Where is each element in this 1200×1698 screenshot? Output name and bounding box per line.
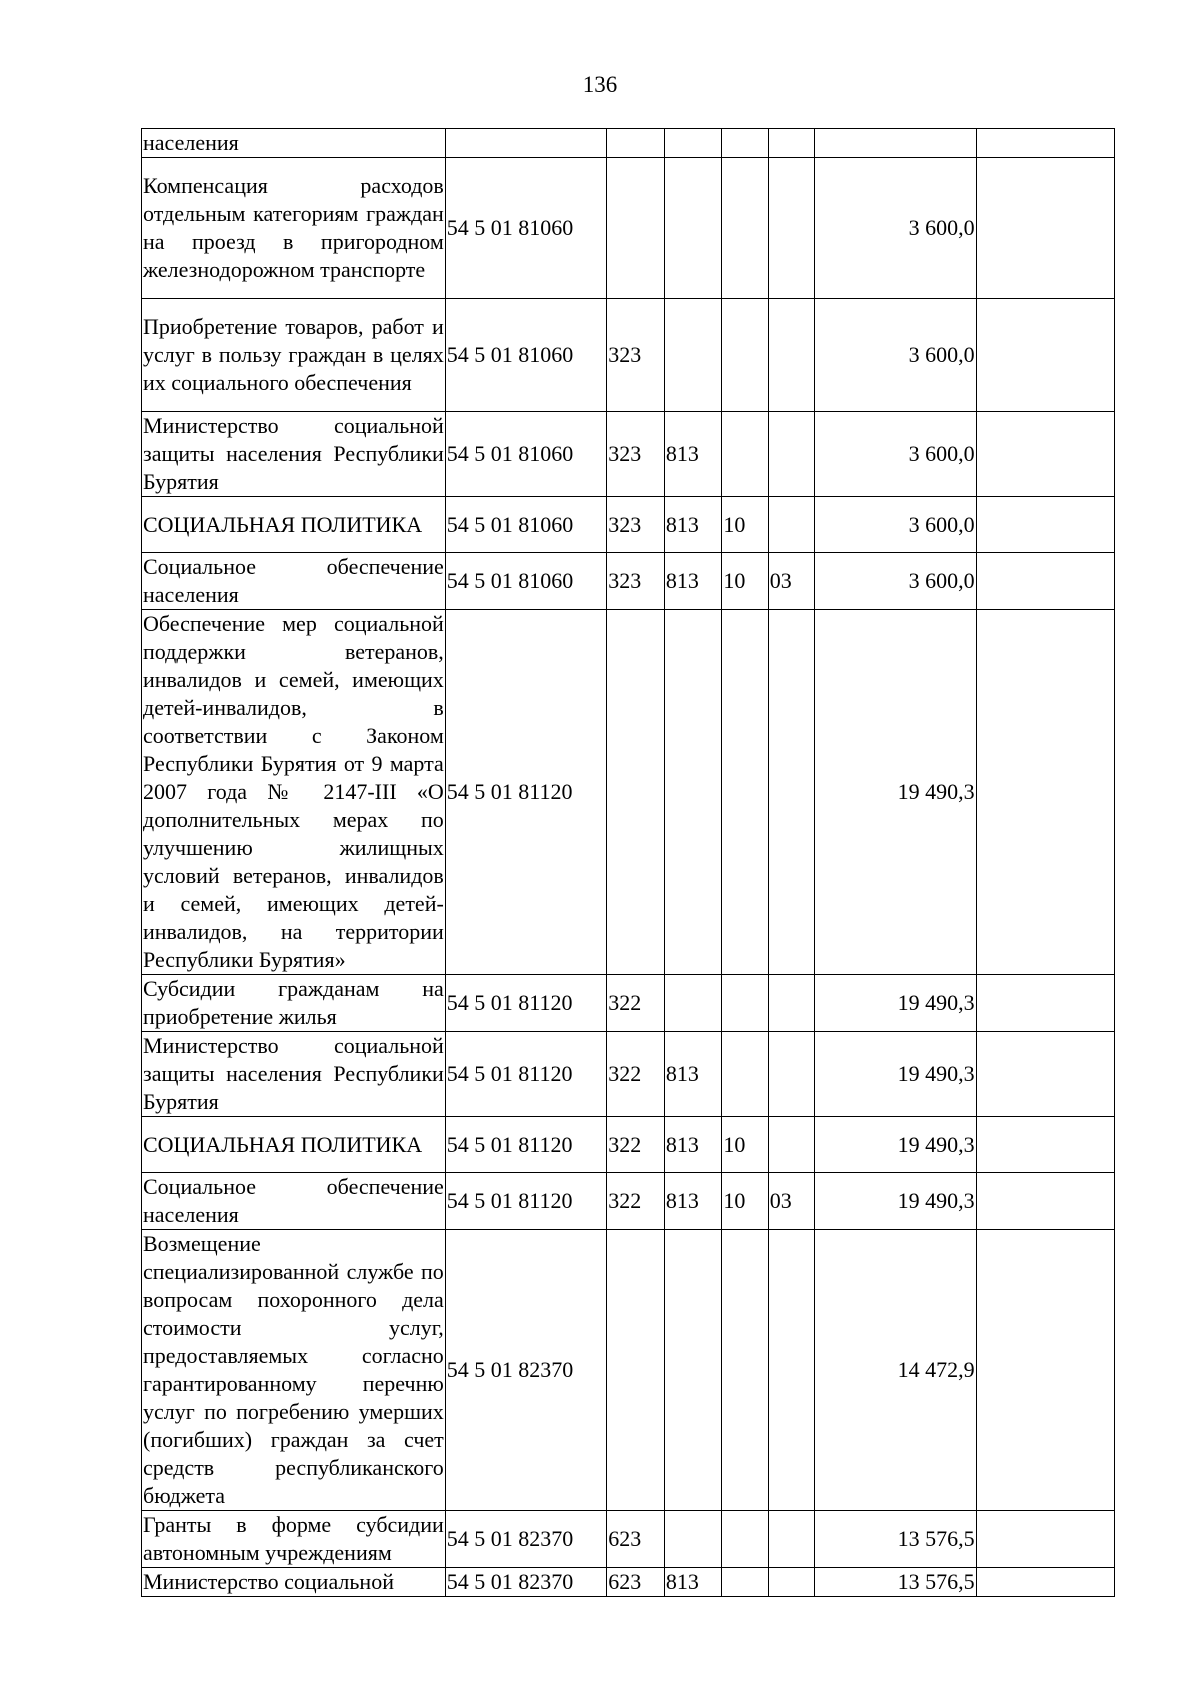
table-row (142, 975, 1115, 1032)
table-row (142, 1511, 1115, 1568)
row-name: Возмещение специализированной службе по вопросам похоронного дела стоимости услуг, предоставляемых согласно гарантированному перечню услуг по погребению умерших (погибших) граждан за счет средств республиканского бюджета (142, 1230, 446, 1511)
row-pr (768, 158, 814, 299)
row-name: Социальное обеспечение населения (142, 1173, 446, 1230)
row-rz (722, 1511, 768, 1568)
row-sum: 3 600,0 (815, 158, 976, 299)
table-row (142, 1568, 1115, 1597)
row-extra (976, 1511, 1114, 1568)
row-code: 54 5 01 81060 (445, 497, 606, 553)
row-extra (976, 129, 1114, 158)
row-vr (607, 158, 665, 299)
row-name: населения (142, 129, 446, 158)
row-pr (768, 412, 814, 497)
row-extra (976, 1568, 1114, 1597)
row-extra (976, 1117, 1114, 1173)
table-row (142, 1117, 1115, 1173)
table-row (142, 1230, 1115, 1511)
row-rz: 10 (722, 497, 768, 553)
row-grbs (664, 158, 722, 299)
table-row (142, 412, 1115, 497)
row-rz: 10 (722, 1117, 768, 1173)
table-row (142, 610, 1115, 975)
row-extra (976, 299, 1114, 412)
row-sum: 19 490,3 (815, 1032, 976, 1117)
row-rz (722, 610, 768, 975)
row-extra (976, 1230, 1114, 1511)
row-name: Гранты в форме субсидии автономным учреждениям (142, 1511, 446, 1568)
row-sum: 19 490,3 (815, 610, 976, 975)
row-rz (722, 412, 768, 497)
row-vr: 322 (607, 975, 665, 1032)
table-row (142, 299, 1115, 412)
table-row (142, 553, 1115, 610)
row-name: Приобретение товаров, работ и услуг в пользу граждан в целях их социального обеспечения (142, 299, 446, 412)
row-extra (976, 553, 1114, 610)
row-rz (722, 299, 768, 412)
row-grbs (664, 1511, 722, 1568)
row-code: 54 5 01 81120 (445, 1173, 606, 1230)
row-rz (722, 1032, 768, 1117)
table-row (142, 1032, 1115, 1117)
row-vr: 623 (607, 1511, 665, 1568)
row-grbs: 813 (664, 553, 722, 610)
row-extra (976, 158, 1114, 299)
row-sum: 3 600,0 (815, 412, 976, 497)
row-rz (722, 1568, 768, 1597)
row-sum: 3 600,0 (815, 553, 976, 610)
table-row (142, 158, 1115, 299)
row-sum: 19 490,3 (815, 1173, 976, 1230)
row-name: Субсидии гражданам на приобретение жилья (142, 975, 446, 1032)
row-sum: 14 472,9 (815, 1230, 976, 1511)
row-vr: 323 (607, 299, 665, 412)
row-code: 54 5 01 81120 (445, 1117, 606, 1173)
row-vr: 323 (607, 497, 665, 553)
row-pr: 03 (768, 553, 814, 610)
row-pr (768, 299, 814, 412)
row-grbs: 813 (664, 497, 722, 553)
row-name: СОЦИАЛЬНАЯ ПОЛИТИКА (142, 1117, 446, 1173)
row-grbs: 813 (664, 1117, 722, 1173)
row-sum: 19 490,3 (815, 1117, 976, 1173)
row-rz: 10 (722, 553, 768, 610)
row-pr (768, 610, 814, 975)
row-name: Министерство социальной (142, 1568, 446, 1597)
row-code: 54 5 01 82370 (445, 1230, 606, 1511)
row-code: 54 5 01 81060 (445, 553, 606, 610)
row-code: 54 5 01 81120 (445, 975, 606, 1032)
row-code: 54 5 01 81120 (445, 1032, 606, 1117)
row-extra (976, 975, 1114, 1032)
row-vr: 322 (607, 1032, 665, 1117)
row-grbs: 813 (664, 412, 722, 497)
row-rz (722, 1230, 768, 1511)
row-code: 54 5 01 81060 (445, 299, 606, 412)
row-code: 54 5 01 81060 (445, 158, 606, 299)
row-extra (976, 412, 1114, 497)
row-grbs (664, 299, 722, 412)
row-rz (722, 129, 768, 158)
row-grbs (664, 129, 722, 158)
row-name: Социальное обеспечение населения (142, 553, 446, 610)
row-sum: 13 576,5 (815, 1511, 976, 1568)
row-vr: 323 (607, 553, 665, 610)
row-extra (976, 497, 1114, 553)
row-sum: 3 600,0 (815, 497, 976, 553)
row-extra (976, 1173, 1114, 1230)
row-name: Министерство социальной защиты населения Республики Бурятия (142, 1032, 446, 1117)
row-code: 54 5 01 82370 (445, 1568, 606, 1597)
row-name: Обеспечение мер социальной поддержки ветеранов, инвалидов и семей, имеющих детей-инвалидов, в соответствии с Законом Республики Бурятия от 9 марта 2007 года № 2147-III «О дополнительных мерах по улучшению жилищных условий ветеранов, инвалидов и семей, имеющих детей-инвалидов, на территории Республики Бурятия» (142, 610, 446, 975)
row-rz: 10 (722, 1173, 768, 1230)
row-pr (768, 1117, 814, 1173)
table-row (142, 1173, 1115, 1230)
row-grbs (664, 975, 722, 1032)
row-vr (607, 1230, 665, 1511)
row-code: 54 5 01 81120 (445, 610, 606, 975)
row-rz (722, 975, 768, 1032)
row-pr (768, 1032, 814, 1117)
row-extra (976, 610, 1114, 975)
row-code: 54 5 01 82370 (445, 1511, 606, 1568)
row-pr (768, 1511, 814, 1568)
row-grbs (664, 610, 722, 975)
row-pr (768, 129, 814, 158)
row-grbs: 813 (664, 1032, 722, 1117)
row-pr: 03 (768, 1173, 814, 1230)
page-number: 136 (582, 72, 618, 97)
row-vr: 623 (607, 1568, 665, 1597)
row-name: СОЦИАЛЬНАЯ ПОЛИТИКА (142, 497, 446, 553)
row-sum (815, 129, 976, 158)
row-grbs: 813 (664, 1173, 722, 1230)
row-sum: 3 600,0 (815, 299, 976, 412)
row-pr (768, 1568, 814, 1597)
row-sum: 19 490,3 (815, 975, 976, 1032)
budget-table (141, 128, 1115, 1597)
row-code: 54 5 01 81060 (445, 412, 606, 497)
row-vr (607, 129, 665, 158)
row-pr (768, 497, 814, 553)
row-grbs: 813 (664, 1568, 722, 1597)
row-code (445, 129, 606, 158)
row-name: Компенсация расходов отдельным категориям граждан на проезд в пригородном железнодорожном транспорте (142, 158, 446, 299)
row-name: Министерство социальной защиты населения Республики Бурятия (142, 412, 446, 497)
row-pr (768, 975, 814, 1032)
row-sum: 13 576,5 (815, 1568, 976, 1597)
row-extra (976, 1032, 1114, 1117)
row-vr: 322 (607, 1117, 665, 1173)
row-vr: 323 (607, 412, 665, 497)
row-grbs (664, 1230, 722, 1511)
table-row (142, 129, 1115, 158)
row-vr (607, 610, 665, 975)
row-rz (722, 158, 768, 299)
row-vr: 322 (607, 1173, 665, 1230)
table-row (142, 497, 1115, 553)
row-pr (768, 1230, 814, 1511)
